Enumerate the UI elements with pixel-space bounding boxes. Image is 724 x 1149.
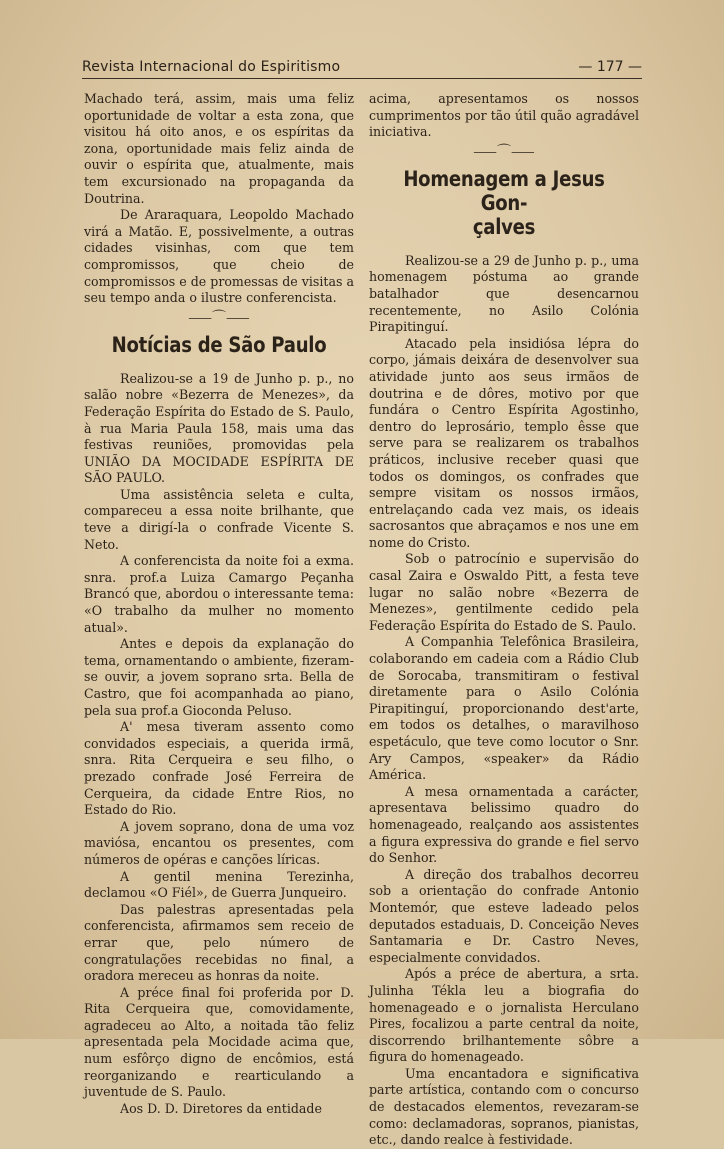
paragraph: A' mesa tiveram assento como convidados especiais, a querida irmã, snra. Rita Cerqueira e seu filho, o prezado confrade José Ferreira de Cerqueira, da cidade Entre Rios, no Estado do Rio. <box>84 719 354 818</box>
right-column <box>369 91 639 1149</box>
paragraph: Machado terá, assim, mais uma feliz oportunidade de voltar a esta zona, que visitou há oito anos, e os espíritas da zona, oportunidade mais feliz ainda de ouvir o espírita que, atualmente, mais tem excursionado na propaganda da Doutrina. <box>84 91 354 206</box>
paragraph: Aos D. D. Diretores da entidade <box>120 1100 322 1116</box>
left-column <box>84 91 354 1117</box>
section-heading-homenagem <box>388 167 620 239</box>
paragraph: A Companhia Telefônica Brasileira, colaborando em cadeia com a Rádio Club de Sorocaba, transmitiram o festival diretamente para o Asilo Colónia Pirapitinguí, proporcionando dest'arte, em todos os detalhes, o maravilhoso espetáculo, que teve como locutor o Snr. Ary Campos, «speaker» da Rádio América. <box>369 634 639 783</box>
paragraph: Realizou-se a 19 de Junho p. p., no salão nobre «Bezerra de Menezes», da Federação Espírita do Estado de S. Paulo, à rua Maria Paula 158, mais uma das festivas reuniões, promovidas pela UNIÃO DA MOCIDADE ESPÍRITA DE SÃO PAULO. <box>84 370 354 486</box>
paragraph: A jovem soprano, dona de uma voz maviósa, encantou os presentes, com números de opéras e canções líricas. <box>84 818 354 867</box>
section-heading-sao-paulo: Notícias de São Paulo <box>111 332 327 357</box>
journal-name: Revista Internacional do Espiritismo <box>82 59 341 75</box>
paragraph: De Araraquara, Leopoldo Machado virá a Matão. E, possivelmente, a outras cidades visinhas, com que tem compromissos, que cheio de compromissos e de promessas de visitas a seu tempo anda o ilustre conferencista. <box>84 207 354 306</box>
paragraph: Das palestras apresentadas pela conferencista, afirmamos sem receio de errar que, pelo número de congratulações recebidas no final, a oradora mereceu as honras da noite. <box>84 901 354 984</box>
paragraph: Sob o patrocínio e supervisão do casal Zaira e Oswaldo Pitt, a festa teve lugar no salão nobre «Bezerra de Menezes», gentilmente cedido pela Federação Espírita do Estado de S. Paulo. <box>369 551 639 633</box>
paragraph: Antes e depois da explanação do tema, ornamentando o ambiente, fizeram-se ouvir, a jovem soprano srta. Bella de Castro, que foi acompanhada ao piano, pela sua prof.a Gioconda Peluso. <box>84 636 354 718</box>
paragraph: A conferencista da noite foi a exma. snra. prof.a Luiza Camargo Peçanha Brancó que, abordou o interessante tema: «O trabalho da mulher no momento atual». <box>84 553 354 635</box>
paragraph: Uma encantadora e significativa parte artística, contando com o concurso de destacados elementos, revezaram-se como: declamadoras, sopranos, pianistas, etc., dando realce à festividade. <box>369 1065 639 1148</box>
paragraph: Realizou-se a 29 de Junho p. p., uma homenagem póstuma ao grande batalhador que desencarnou recentemente, no Asilo Colónia Pirapitinguí. <box>369 252 639 335</box>
paragraph: Uma assistência seleta e culta, compareceu a essa noite brilhante, que teve a dirigí-la o confrade Vicente S. Neto. <box>84 486 354 552</box>
paragraph: Após a préce de abertura, a srta. Julinha Tékla leu a biografia do homenageado e o jornalista Herculano Pires, focalizou a parte central da noite, discorrendo brilhantemente sôbre a figura do homenageado. <box>369 966 639 1065</box>
paragraph: Atacado pela insidiósa lépra do corpo, jámais deixára de desenvolver sua atividade junto aos seus irmãos de doutrina e de dôres, motivo por que fundára o Centro Espírita Agostinho, dentro do leprosário, templo êsse que serve para se realizarem os trabalhos práticos, inclusive receber quasi que todos os domingos, os confrades que sempre visitam os nossos irmãos, entrelaçando cada vez mais, os ideais sacrosantos que abraçamos e nos une em nome do Cristo. <box>369 335 639 550</box>
heading-line: Homenagem a Jesus Gon- <box>403 166 605 215</box>
running-head <box>82 56 642 79</box>
page-number: — 177 — <box>578 59 642 75</box>
section-ornament: ⸺⌒⸺ <box>188 309 250 326</box>
paragraph: acima, apresentamos os nossos cumprimentos por tão útil quão agradável iniciativa. <box>369 91 639 140</box>
heading-line: çalves <box>472 214 536 239</box>
paragraph: A mesa ornamentada a carácter, apresentava belissimo quadro do homenageado, realçando aos assistentes a figura expressiva do grande e fiel servo do Senhor. <box>369 783 639 866</box>
section-ornament: ⸺⌒⸺ <box>473 143 535 160</box>
paragraph: A gentil menina Terezinha, declamou «O Fiél», de Guerra Junqueiro. <box>84 868 354 901</box>
paragraph: A direção dos trabalhos decorreu sob a orientação do confrade Antonio Montemór, que esteve ladeado pelos deputados estaduais, D. Conceição Neves Santamaria e Dr. Castro Neves, especialmente convidados. <box>369 866 639 965</box>
paragraph: A préce final foi proferida por D. Rita Cerqueira que, comovidamente, agradeceu ao Alto, a noitada tão feliz apresentada pela Mocidade acima que, num esfôrço digno de encômios, está reorganizando e rearticulando a juventude de S. Paulo. <box>84 984 354 1100</box>
